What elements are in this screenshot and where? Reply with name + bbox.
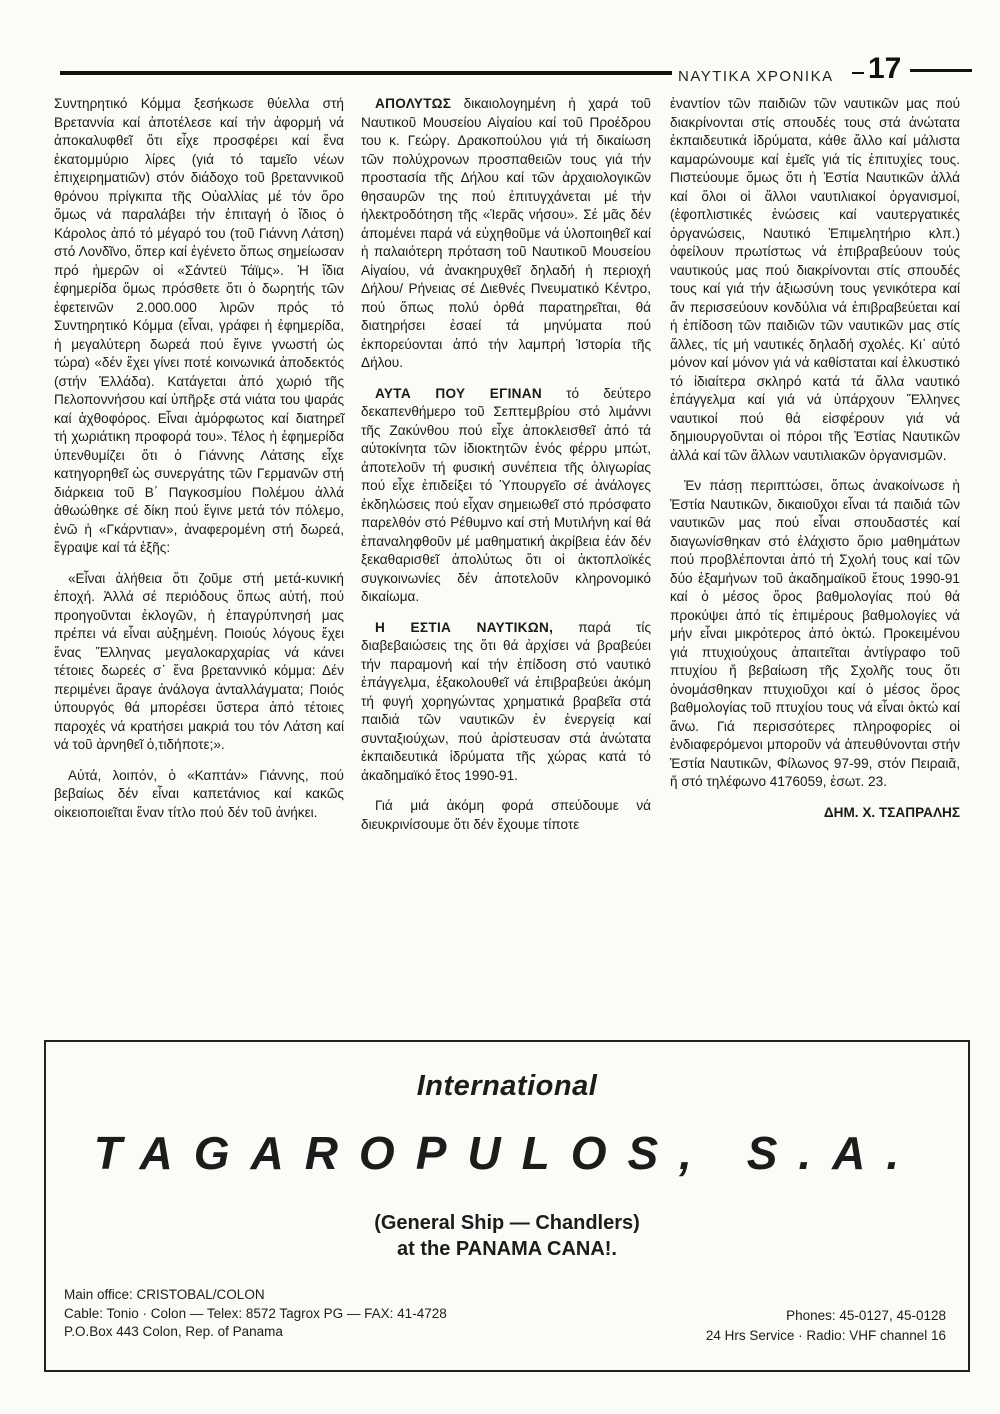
- paragraph-lead: Η ΕΣΤΙΑ ΝΑΥΤΙΚΩΝ,: [375, 619, 554, 635]
- ad-service-line: (General Ship — Chandlers): [374, 1212, 640, 1234]
- article-paragraph: [361, 619, 651, 786]
- article-column-2: [361, 95, 651, 846]
- ad-contact-block: [64, 1286, 447, 1342]
- ad-service-description: [46, 1210, 968, 1262]
- article-paragraph: Ἐν πάσῃ περιπτώσει, ὅπως ἀνακοίνωσε ἡ Ἑστία Ναυτικῶν, δικαιοῦχοι εἶναι τά παιδιά τῶν ναυτικῶν μας πού εἶναι σπουδαστές καί διαγωνίσθηκαν στό ἐλάχιστο ὅριο μαθημάτων πού προβλέπονται ἀπό τή Σχολή τους καί τῶν δύο ἑξαμήνων τοῦ ἀκαδημαϊκοῦ ἔτους 1990-91 καί ὁ μέσος ὅρος βαθμολογίας πού θά προκύψει ἀπό τίς ἐπιμέρους βαθμολογίες νά μήν εἶναι μικρότερος ἀπό ὀκτώ. Προκειμένου γιά πτυχιούχους ἀπαιτεῖται ἀντίγραφο τοῦ πτυχίου ἤ βεβαίωση τῆς Σχολῆς τους ὅτι ὀνομάσθηκαν πτυχιοῦχοι καί ὁ μέσος ὅρος βαθμολογίας τοῦ πτυχίου τους νά εἶναι ὀκτώ καί ἄνω. Γιά περισσότερες πληροφορίες οἱ ἐνδιαφερόμενοι μποροῦν νά ἀπευθύνονται στήν Ἑστία Ναυτικῶν, Φίλωνος 97-99, στόν Πειραιᾶ, ἤ στό τηλέφωνο 4176059, ἐσωτ. 23.: [670, 478, 960, 789]
- header-rule-left: [60, 71, 672, 75]
- publication-title: ΝΑΥΤΙΚΑ ΧΡΟΝΙΚΑ: [678, 68, 834, 85]
- article-paragraph: [361, 95, 651, 373]
- article-paragraph: Αὐτά, λοιπόν, ὁ «Καπτάν» Γιάννης, πού βεβαίως δέν εἶναι καπετάνιος καί κακῶς οἰκειοποιεῖται ἕναν τίτλο πού δέν τοῦ ἀνήκει.: [54, 767, 344, 820]
- paragraph-body: παρά τίς διαβεβαιώσεις της ὅτι θά ἀρχίσει νά βραβεύει τήν παραμονή καί τήν ἐπίδοση στό ναυτικό ἐπάγγελμα, ἐξακολουθεῖ νά ἐπιβραβεύει ἀκόμη τή φυγή χορηγώντας χρηματικά βραβεῖα στά παιδιά τῶν ναυτικῶν ἐν ἐνεργείᾳ καί συνταξιούχων, πού ἀρίστευσαν στά ἀνώτατα ἐκπαιδευτικά ἱδρύματα τῆς χώρας κατά τό ἀκαδημαϊκό ἔτος 1990-91.: [361, 619, 652, 783]
- ad-pobox: P.O.Box 443 Colon, Rep. of Panama: [64, 1324, 283, 1339]
- paragraph-body: δικαιολογημένη ἡ χαρά τοῦ Ναυτικοῦ Μουσείου Αἰγαίου καί τοῦ Προέδρου του κ. Γεώργ. Δρακοπούλου γιά τή δικαίωση τῶν πολύχρονων προσπαθειῶν τους γιά τήν προστασία τῆς Δήλου καί τῶν ἀρχαιολογικῶν θησαυρῶν της πού ἐπιτυγχάνεται μέ τήν ἠλεκτροδότηση τῆς «Ἱερᾶς νήσου». Σέ μᾶς δέν ἀπομένει παρά νά εὐχηθοῦμε νά ὑλοποιηθεῖ καί ἡ παλαιότερη πρόταση τοῦ Ναυτικοῦ Μουσείου Αἰγαίου, νά ἀνακηρυχθεῖ δηλαδή ἡ περιοχή Δήλου/ Ρήνειας σέ Διεθνές Πνευματικό Κέντρο, πού ὅπως πολύ ὀρθά παρατηρεῖται, θά διατηρήσει ἐσαεί τά μηνύματα πού ἐκπορεύονται ἀπό τήν λαμπρή Ἱστορία τῆς Δήλου.: [361, 96, 651, 370]
- ad-radio: 24 Hrs Service · Radio: VHF channel 16: [705, 1328, 946, 1343]
- article-quote: «Εἶναι ἀλήθεια ὅτι ζοῦμε στή μετά-κυνική ἐποχή. Ἀλλά σέ περιόδους ὅπως αὐτή, πού προηγοῦνται ἐκλογῶν, ἡ ἐπαγρύπνησή μας πρέπει νά εἶναι αὐξημένη. Ποιούς λόγους ἔχει ἕνας Ἕλληνας μεγαλοκαρχαρίας νά κάνει τέτοιες δωρεές σ᾽ ἕνα βρεταννικό κόμμα: Δέν περιμένει ἄραγε ἀνάλογα ἀνταλλάγματα; Ποιός ὑπουργός θά μπορέσει ὕστερα ἀπό τέτοιες παροχές νά κρατήσει μακριά του τόν Λάτση καί νά τοῦ ἀρνηθεῖ ὁ,τιδήποτε;».: [54, 570, 344, 752]
- header-rule-right: [910, 69, 972, 72]
- ad-service-line: at the PANAMA CANA!.: [397, 1238, 617, 1260]
- ad-tagline: International: [416, 1070, 598, 1102]
- ad-office: Main office: CRISTOBAL/COLON: [64, 1287, 265, 1302]
- page-number: 17: [868, 52, 902, 85]
- ad-company-name: TAGAROPULOS, S.A.: [93, 1127, 921, 1179]
- ad-phone-block: [706, 1306, 946, 1346]
- article-paragraph: ἐναντίον τῶν παιδιῶν τῶν ναυτικῶν μας πού διακρίνονται στίς σπουδές τους στά ἀνώτατα ἐκπαιδευτικά ἱδρύματα, κάθε ἄλλο καί μάλιστα καμαρώνουμε καί ἐμεῖς γιά τίς ἐπιτυχίες τους. Πιστεύουμε ὅμως ὅτι ἡ Ἑστία Ναυτικῶν ἀλλά καί ὅλοι οἱ ἄλλοι ναυτιλιακοί ὀργανισμοί, (ἐφοπλιστικές ἑνώσεις καί ναυτεργατικές ὀργανώσεις, Ναυτικό Ἐπιμελητήριο κλπ.) ὀφείλουν πρωτίστως νά ἐπιβραβεύουν τούς ναυτικούς μας πού διακρίνονται στίς σπουδές τους καί γιά τήν ἀξιωσύνη τους γενικότερα καί ἄν περισσεύουν κονδύλια νά ἐπιβραβεύεται καί ἡ ἐπίδοση τῶν παιδιῶν τῶν ναυτικῶν μας στίς ἄλλες, τίς μή ναυτικές δηλαδή σχολές. Κι᾽ αὐτό μόνον καί μόνον γιά νά καθίσταται καί ἑλκυστικό τό ἰδιαίτερα σκληρό κατά τά ἄλλα ναυτικό ἐπάγγελμα καί γιά νά ὑπάρχουν Ἕλληνες ναυτικοί πού θά εἰσφέρουν γιά νά δημιουργοῦνται οἱ πόροι τῆς Ἑστίας Ναυτικῶν ἀλλά καί τῶν ἄλλων ναυτιλιακῶν ὀργανισμῶν.: [670, 96, 960, 463]
- ad-phones: Phones: 45-0127, 45-0128: [786, 1308, 946, 1323]
- paragraph-lead: ΑΠΟΛΥΤΩΣ: [375, 96, 452, 111]
- paragraph-body: τό δεύτερο δεκαπενθήμερο τοῦ Σεπτεμβρίου στό λιμάννι τῆς Ζακύνθου πού εἶχε ἀποκλεισθεῖ ἀπό τά αὐτοκίνητα τῶν ἰδιοκτητῶν ἑνός φέρρυ μπώτ, ἀποτελοῦν τή φυσική συνέπεια τῆς ὀλιγωρίας πού εἶχε ἐπιδείξει τό Ὑπουργεῖο σέ ἀνάλογες ἐκδηλώσεις πού εἶχαν σημειωθεῖ στό πρόσφατο παρελθόν στό Ρέθυμνο καί στή Μυτιλήνη καί θά ἐπαναληφθοῦν μέ μαθηματική ἀκρίβεια ἐάν δέν ξεκαθαρισθεῖ ἀπολύτως ὅτι οἱ ἀκτοπλοϊκές συγκοινωνίες δέν ἀποτελοῦν κληρονομικό δικαίωμα.: [361, 385, 652, 604]
- ad-cable: Cable: Tonio · Colon — Telex: 8572 Tagrox PG — FAX: 41-4728: [64, 1305, 447, 1321]
- advertisement-box: [44, 1040, 970, 1372]
- article-paragraph: Γιά μιά ἀκόμη φορά σπεύδουμε νά διευκρινίσουμε ὅτι δέν ἔχουμε τίποτε: [361, 798, 651, 832]
- header-rule-mid: [852, 72, 864, 74]
- paragraph-lead: ΑΥΤΑ ΠΟΥ ΕΓΙΝΑΝ: [375, 385, 543, 401]
- author-signature: ΔΗΜ. Χ. ΤΣΑΠΡΑΛΗΣ: [823, 804, 960, 820]
- article-paragraph: [361, 385, 651, 607]
- article-paragraph: Συντηρητικό Κόμμα ξεσήκωσε θύελλα στή Βρεταννία καί ἀποτέλεσε καί τήν ἀφορμή νά ἀποκαλυφθεῖ ὅτι εἶχε προσφέρει καί ἕνα ἑκατομμύριο λίρες (γιά τό ταμεῖο νέων ἐπιχειρηματιῶν) στόν διάδοχο τοῦ βρεταννικοῦ θρόνου πρίγκιπα τῆς Οὐαλλίας μέ τόν ὅρο ὅμως νά παραλάβει τήν ἐπιταγή ὁ ἴδιος ὁ Κάρολος ἀπό τό μέγαρό του (τοῦ Γιάννη Λάτση) στό Λονδῖνο, ὅπερ καί ἐγένετο ὅπως σημείωσαν πρό ἡμερῶν οἱ «Σάντεϋ Τάϊμς». Ἡ ἴδια ἐφημερίδα ὅμως πρόσθετε ὅτι ὁ δωρητής τῶν ἐφετεινῶν 2.000.000 λιρῶν πρός τό Συντηρητικό Κόμμα (εἶναι, γράφει ἡ ἐφημερίδα, ἡ μεγαλύτερη δωρεά πού ἔγινε γνωστή ὡς τώρα) «δέν ἔχει γίνει ποτέ κοινωνικά ἀποδεκτός (στήν Ἑλλάδα). Κατάγεται ἀπό χωριό τῆς Πελοποννήσου καί ὑπῆρξε στά νιάτα του ψαράς καί ἀχθοφόρος. Εἶναι ἀμόρφωτος καί διατηρεῖ τή χωριάτικη προφορά του». Τέλος ἡ ἐφημερίδα ὑπενθυμίζει ὅτι ὁ Γιάννης Λάτσης εἶχε κατηγορηθεῖ ὡς συνεργάτης τῶν Γερμανῶν στή διάρκεια τοῦ Β΄ Παγκοσμίου Πολέμου ἀλλά ἀθωώθηκε σέ δίκη πού ἔγινε μετά τόν πόλεμο, ἐνῶ ἡ «Γκάρντιαν», ἀναφερομένη στή δωρεά, ἔγραψε καί τά ἑξῆς:: [54, 96, 344, 555]
- article-column-3: [670, 95, 960, 822]
- article-column-1: [54, 95, 344, 834]
